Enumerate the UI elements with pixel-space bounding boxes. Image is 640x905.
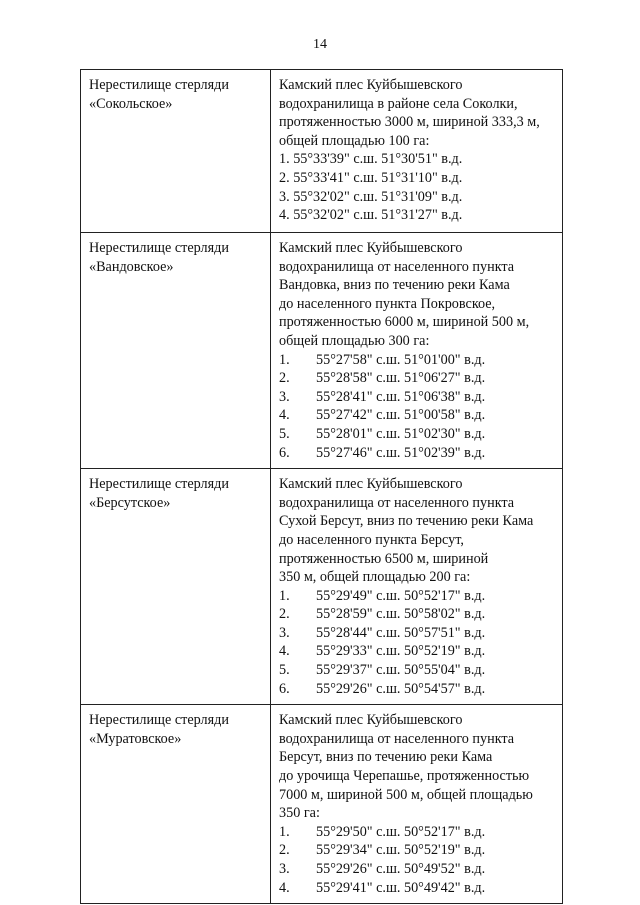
coordinate-value: 55°27'58" с.ш. 51°01'00" в.д. xyxy=(316,351,486,368)
description-cell xyxy=(271,469,563,705)
description-cell xyxy=(271,705,563,904)
coordinate-value: 55°29'41" с.ш. 50°49'42" в.д. xyxy=(316,879,486,896)
desc-line: Камский плес Куйбышевского xyxy=(279,712,463,729)
coordinate-line xyxy=(279,841,556,860)
desc-line: Сухой Берсут, вниз по течению реки Кама xyxy=(279,513,534,530)
coordinate-value: 55°29'37" с.ш. 50°55'04" в.д. xyxy=(316,662,486,679)
table-row xyxy=(81,705,563,904)
coordinate-line xyxy=(279,388,556,407)
name-cell xyxy=(81,233,271,469)
coordinate-line xyxy=(279,150,556,169)
coordinate-line xyxy=(279,351,556,370)
name-line: Нерестилище стерляди xyxy=(89,712,229,729)
desc-line: 350 м, общей площадью 200 га: xyxy=(279,569,471,586)
coordinate-value: 55°28'41" с.ш. 51°06'38" в.д. xyxy=(316,388,486,405)
coordinate-line xyxy=(279,879,556,898)
coordinate-line xyxy=(279,642,556,661)
coordinate-number: 6. xyxy=(279,680,290,697)
coordinate-line xyxy=(279,425,556,444)
coordinate-value: 55°32'02" с.ш. 51°31'27" в.д. xyxy=(293,207,463,224)
desc-line: Берсут, вниз по течению реки Кама xyxy=(279,749,493,766)
coordinate-value: 55°29'26" с.ш. 50°54'57" в.д. xyxy=(316,680,486,697)
coordinate-line xyxy=(279,680,556,699)
coordinate-number: 1. xyxy=(279,151,290,168)
coordinate-line xyxy=(279,188,556,207)
desc-line: общей площадью 100 га: xyxy=(279,132,430,149)
name-line: Нерестилище стерляди xyxy=(89,240,229,256)
coordinate-value: 55°29'49" с.ш. 50°52'17" в.д. xyxy=(316,587,486,604)
coordinate-number: 3. xyxy=(279,624,290,641)
coordinate-number: 6. xyxy=(279,444,290,461)
coordinate-number: 2. xyxy=(279,370,290,387)
coordinate-number: 3. xyxy=(279,388,290,405)
coordinate-number: 5. xyxy=(279,662,290,679)
desc-line: Камский плес Куйбышевского xyxy=(279,476,463,493)
coordinate-value: 55°32'02" с.ш. 51°31'09" в.д. xyxy=(293,188,463,205)
coordinate-line xyxy=(279,169,556,188)
desc-line: водохранилища от населенного пункта xyxy=(279,258,515,275)
name-line: «Вандовское» xyxy=(89,258,174,275)
name-line: «Муратовское» xyxy=(89,730,182,747)
page-number: 14 xyxy=(313,37,327,52)
coordinate-value: 55°29'33" с.ш. 50°52'19" в.д. xyxy=(316,643,486,660)
coordinate-number: 2. xyxy=(279,606,290,623)
coordinate-line xyxy=(279,624,556,643)
coordinate-value: 55°33'39" с.ш. 51°30'51" в.д. xyxy=(293,151,463,168)
coordinate-line xyxy=(279,206,556,225)
desc-line: до населенного пункта Берсут, xyxy=(279,531,464,548)
coordinate-value: 55°28'58" с.ш. 51°06'27" в.д. xyxy=(316,370,486,387)
desc-line: 7000 м, шириной 500 м, общей площадью xyxy=(279,786,533,803)
name-line: Нерестилище стерляди xyxy=(89,77,229,93)
coordinate-value: 55°29'50" с.ш. 50°52'17" в.д. xyxy=(316,823,486,840)
desc-line: водохранилища от населенного пункта xyxy=(279,494,515,511)
name-line: «Берсутское» xyxy=(89,494,171,511)
coordinate-line xyxy=(279,605,556,624)
coordinate-number: 4. xyxy=(279,207,290,224)
coordinate-number: 4. xyxy=(279,407,290,424)
desc-line: Камский плес Куйбышевского xyxy=(279,240,463,256)
desc-line: до населенного пункта Покровское, xyxy=(279,295,496,312)
name-cell xyxy=(81,705,271,904)
coordinate-value: 55°28'01" с.ш. 51°02'30" в.д. xyxy=(316,425,486,442)
coordinate-line xyxy=(279,369,556,388)
spawning-grounds-table xyxy=(80,69,563,904)
desc-line: до урочища Черепашье, протяженностью xyxy=(279,768,530,785)
coordinate-line xyxy=(279,860,556,879)
coordinate-number: 5. xyxy=(279,425,290,442)
coordinate-value: 55°28'44" с.ш. 50°57'51" в.д. xyxy=(316,624,486,641)
desc-line: Вандовка, вниз по течению реки Кама xyxy=(279,277,510,294)
coordinate-number: 3. xyxy=(279,188,290,205)
coordinate-line xyxy=(279,406,556,425)
coordinate-number: 1. xyxy=(279,351,290,368)
coordinate-value: 55°27'46" с.ш. 51°02'39" в.д. xyxy=(316,444,486,461)
desc-line: протяженностью 6000 м, шириной 500 м, xyxy=(279,314,530,331)
coordinate-number: 1. xyxy=(279,823,290,840)
table-row xyxy=(81,233,563,469)
coordinate-value: 55°28'59" с.ш. 50°58'02" в.д. xyxy=(316,606,486,623)
coordinate-line xyxy=(279,444,556,463)
description-cell xyxy=(271,233,563,469)
coordinate-number: 2. xyxy=(279,842,290,859)
coordinate-number: 1. xyxy=(279,587,290,604)
desc-line: Камский плес Куйбышевского xyxy=(279,77,463,93)
coordinate-value: 55°29'26" с.ш. 50°49'52" в.д. xyxy=(316,861,486,877)
description-cell xyxy=(271,70,563,233)
name-line: «Сокольское» xyxy=(89,95,173,112)
coordinate-line xyxy=(279,823,556,842)
coordinate-line xyxy=(279,661,556,680)
name-cell xyxy=(81,469,271,705)
desc-line: водохранилища в районе села Соколки, xyxy=(279,95,518,112)
coordinate-number: 4. xyxy=(279,879,290,896)
coordinate-value: 55°33'41" с.ш. 51°31'10" в.д. xyxy=(293,169,463,186)
coordinate-number: 3. xyxy=(279,861,290,877)
desc-line: общей площадью 300 га: xyxy=(279,332,430,349)
name-cell xyxy=(81,70,271,233)
desc-line: 350 га: xyxy=(279,805,320,822)
table-row xyxy=(81,70,563,233)
coordinate-value: 55°27'42" с.ш. 51°00'58" в.д. xyxy=(316,407,486,424)
desc-line: протяженностью 3000 м, шириной 333,3 м, xyxy=(279,114,540,131)
table-row xyxy=(81,469,563,705)
desc-line: водохранилища от населенного пункта xyxy=(279,730,515,747)
coordinate-line xyxy=(279,587,556,606)
name-line: Нерестилище стерляди xyxy=(89,476,229,493)
desc-line: протяженностью 6500 м, шириной xyxy=(279,550,489,567)
coordinate-number: 4. xyxy=(279,643,290,660)
coordinate-value: 55°29'34" с.ш. 50°52'19" в.д. xyxy=(316,842,486,859)
coordinate-number: 2. xyxy=(279,169,290,186)
